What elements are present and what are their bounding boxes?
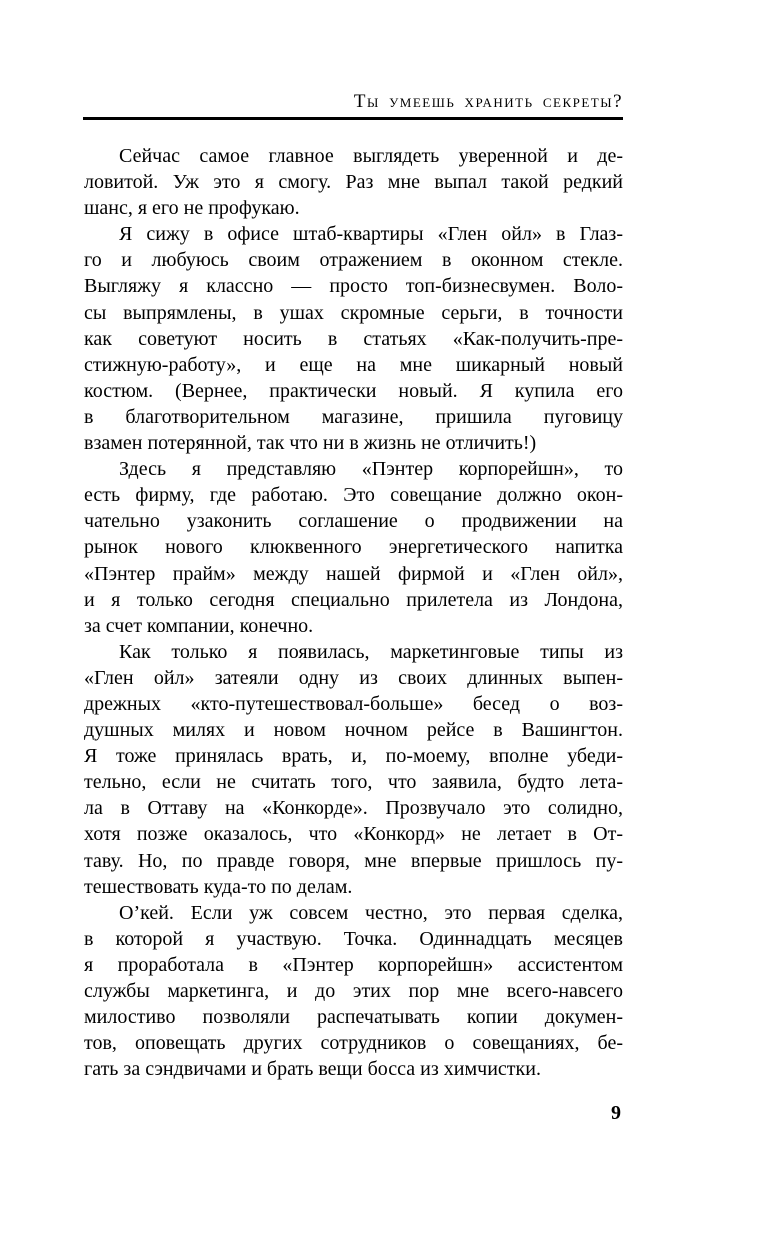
header-rule bbox=[83, 117, 623, 120]
text-line: ловитой. Уж это я смогу. Раз мне выпал такой редкий bbox=[84, 171, 623, 194]
text-line: Здесь я представляю «Пэнтер корпорейшн», то bbox=[119, 458, 623, 481]
text-line: костюм. (Вернее, практически новый. Я купила его bbox=[84, 379, 623, 402]
text-line: рынок нового клюквенного энергетического напитка bbox=[84, 536, 623, 559]
text-line: сы выпрямлены, в ушах скромные серьги, в точности bbox=[84, 301, 623, 324]
text-line: тов, оповещать других сотрудников о совещаниях, бе- bbox=[84, 1032, 623, 1055]
text-line: тешествовать куда-то по делам. bbox=[84, 875, 353, 898]
text-line: шанс, я его не профукаю. bbox=[84, 197, 300, 220]
text-line: Выгляжу я классно — просто топ-бизнесвумен. Воло- bbox=[84, 275, 623, 298]
text-line: тельно, если не считать того, что заявила, будто лета- bbox=[84, 771, 623, 794]
text-line: дрежных «кто-путешествовал-больше» бесед о воз- bbox=[84, 692, 623, 715]
text-line: го и любуюсь своим отражением в оконном стекле. bbox=[84, 249, 623, 272]
text-line: есть фирму, где работаю. Это совещание должно окон- bbox=[84, 484, 623, 507]
text-line: милостиво позволяли распечатывать копии докумен- bbox=[84, 1006, 623, 1029]
page-number: 9 bbox=[611, 1102, 621, 1124]
text-line: я проработала в «Пэнтер корпорейшн» ассистентом bbox=[84, 953, 623, 976]
running-header bbox=[84, 92, 623, 112]
text-line: таву. Но, по правде говоря, мне впервые пришлось пу- bbox=[84, 849, 623, 872]
text-line: Сейчас самое главное выглядеть уверенной и де- bbox=[119, 145, 623, 167]
body-text bbox=[84, 143, 623, 1082]
text-line: взамен потерянной, так что ни в жизнь не отличить!) bbox=[84, 432, 537, 455]
page-footer bbox=[84, 1100, 623, 1126]
text-line: и я только сегодня специально прилетела из Лондона, bbox=[84, 588, 623, 611]
text-line: стижную-работу», и еще на мне шикарный новый bbox=[84, 353, 623, 376]
text-line: за счет компании, конечно. bbox=[84, 614, 314, 637]
running-header-title: Ты умеешь хранить секреты? bbox=[353, 91, 623, 112]
text-line: службы маркетинга, и до этих пор мне всего-навсего bbox=[84, 980, 623, 1002]
text-line: Я тоже принялась врать, и, по-моему, вполне убеди- bbox=[84, 745, 623, 768]
text-line: Я сижу в офисе штаб-квартиры «Глен ойл» в Глаз- bbox=[119, 223, 623, 246]
text-line: «Глен ойл» затеяли одну из своих длинных выпен- bbox=[84, 666, 623, 689]
text-line: в которой я участвую. Точка. Одиннадцать месяцев bbox=[84, 927, 623, 950]
text-line: хотя позже оказалось, что «Конкорд» не летает в От- bbox=[84, 823, 623, 846]
text-line: «Пэнтер прайм» между нашей фирмой и «Глен ойл», bbox=[84, 562, 623, 585]
text-line: как советуют носить в статьях «Как-получить-пре- bbox=[84, 327, 623, 350]
text-line: гать за сэндвичами и брать вещи босса из химчистки. bbox=[84, 1058, 541, 1081]
text-line: душных милях и новом ночном рейсе в Вашингтон. bbox=[84, 719, 623, 742]
text-line: О’кей. Если уж совсем честно, это первая сделка, bbox=[119, 901, 623, 924]
text-line: чательно узаконить соглашение о продвижении на bbox=[84, 510, 623, 533]
text-line: Как только я появилась, маркетинговые типы из bbox=[119, 640, 623, 663]
text-line: в благотворительном магазине, пришила пуговицу bbox=[84, 405, 623, 428]
text-line: ла в Оттаву на «Конкорде». Прозвучало это солидно, bbox=[84, 797, 623, 820]
